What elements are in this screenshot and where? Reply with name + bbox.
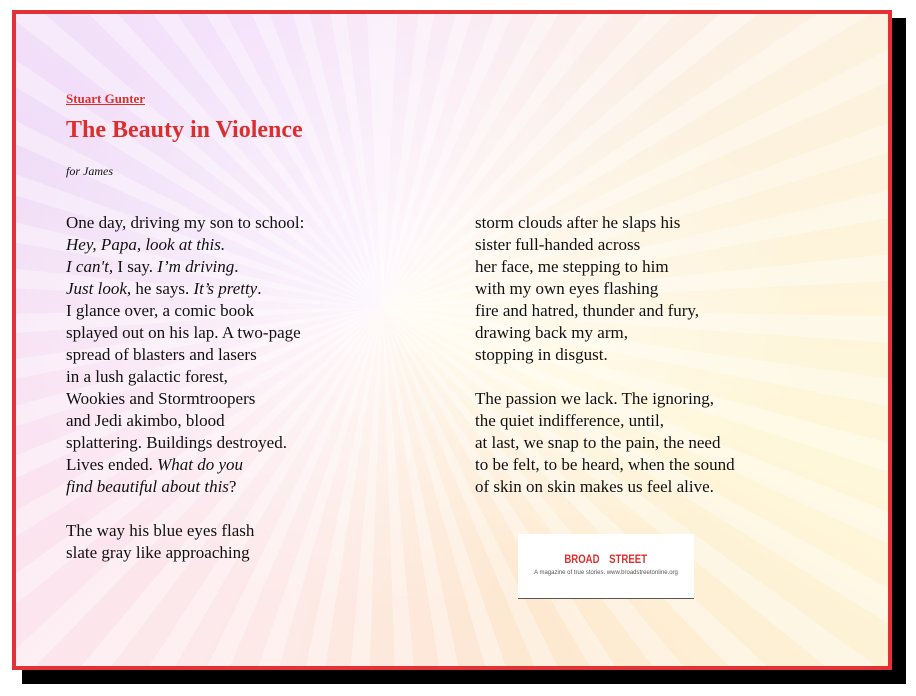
poem-line-text: at last, we snap to the pain, the need [475,433,721,452]
poem-line [66,520,436,542]
poem-line-text: . [234,257,239,276]
poem-line [66,256,436,278]
poem-line [66,366,436,388]
poem-line [66,476,436,498]
poem-line-text: stopping in disgust. [475,345,608,364]
poem-line [475,212,855,234]
poem-line-text: The passion we lack. The ignoring, [475,389,715,408]
poem-line [475,432,855,454]
poem-line [475,256,855,278]
poem-line-text: I say. [113,257,158,276]
poem-line [66,388,436,410]
poem-line-text: her face, me stepping to him [475,257,669,276]
poem-line-text: ? [228,477,237,496]
poem-line-text: the quiet indifference, until, [475,411,664,430]
poem-line-text: sister full-handed across [475,235,641,254]
poem-line [475,278,855,300]
poem-column-left [66,212,436,564]
poem-line [475,476,855,498]
poem-line [475,234,855,256]
poem-line-text: and Jedi akimbo, blood [66,411,225,430]
poem-line-italic-text: I can't, [66,257,114,276]
poem-title: The Beauty in Violence [66,117,303,143]
poem-line-text: slate gray like approaching [66,543,250,562]
poem-line [66,278,436,300]
broad-street-logo [518,534,694,599]
poem-line-italic-text: What do you [157,455,244,474]
poem-line [66,300,436,322]
poem-line [66,234,436,256]
poem-line [475,322,855,344]
poem-line [66,432,436,454]
poem-line-text: drawing back my arm, [475,323,628,342]
logo-word-street: STREET [609,552,648,566]
poem-line [66,322,436,344]
stanza-break [475,366,855,388]
poem-line [66,212,436,234]
poem-card [12,10,892,670]
poem-line-italic-text: I’m driving [157,257,235,276]
poem-line-text: The way his blue eyes flash [66,521,255,540]
poem-line-text: storm clouds after he slaps his [475,213,681,232]
poem-line-text: to be felt, to be heard, when the sound [475,455,735,474]
poem-line-text: I glance over, a comic book [66,301,255,320]
poem-line-italic-text: find beautiful about this [66,477,229,496]
poem-dedication: for James [66,164,113,178]
stanza-break [66,498,436,520]
poem-line [66,410,436,432]
poem-line-text: splattering. Buildings destroyed. [66,433,287,452]
poem-line-text: . [257,279,262,298]
author-name[interactable]: Stuart Gunter [66,91,146,106]
poem-line-text: in a lush galactic forest, [66,367,228,386]
logo-wordmark [560,552,652,566]
poem-line-text: splayed out on his lap. A two-page [66,323,301,342]
poem-line-text: Wookies and Stormtroopers [66,389,256,408]
poem-line-text: One day, driving my son to school: [66,213,305,232]
poem-column-right [475,212,855,498]
poem-line [66,542,436,564]
poem-line-text: Lives ended. [66,455,158,474]
poem-line [475,388,855,410]
poem-line [475,300,855,322]
poem-line-text: fire and hatred, thunder and fury, [475,301,700,320]
poem-line-italic-text: It’s pretty [193,279,258,298]
poem-line-italic-text: Hey, Papa, look at this. [66,235,226,254]
poem-line [475,454,855,476]
poem-line [475,344,855,366]
logo-tagline: A magazine of true stories. www.broadstreetonline.org [534,570,678,576]
poem-line-text: , he says. [126,279,194,298]
poem-line-text: with my own eyes flashing [475,279,659,298]
poem-line-text: of skin on skin makes us feel alive. [475,477,714,496]
poem-line-italic-text: Just look [66,279,127,298]
logo-word-broad: BROAD [564,552,600,566]
poem-line-text: spread of blasters and lasers [66,345,257,364]
poem-line [66,454,436,476]
poem-line [475,410,855,432]
poem-line [66,344,436,366]
